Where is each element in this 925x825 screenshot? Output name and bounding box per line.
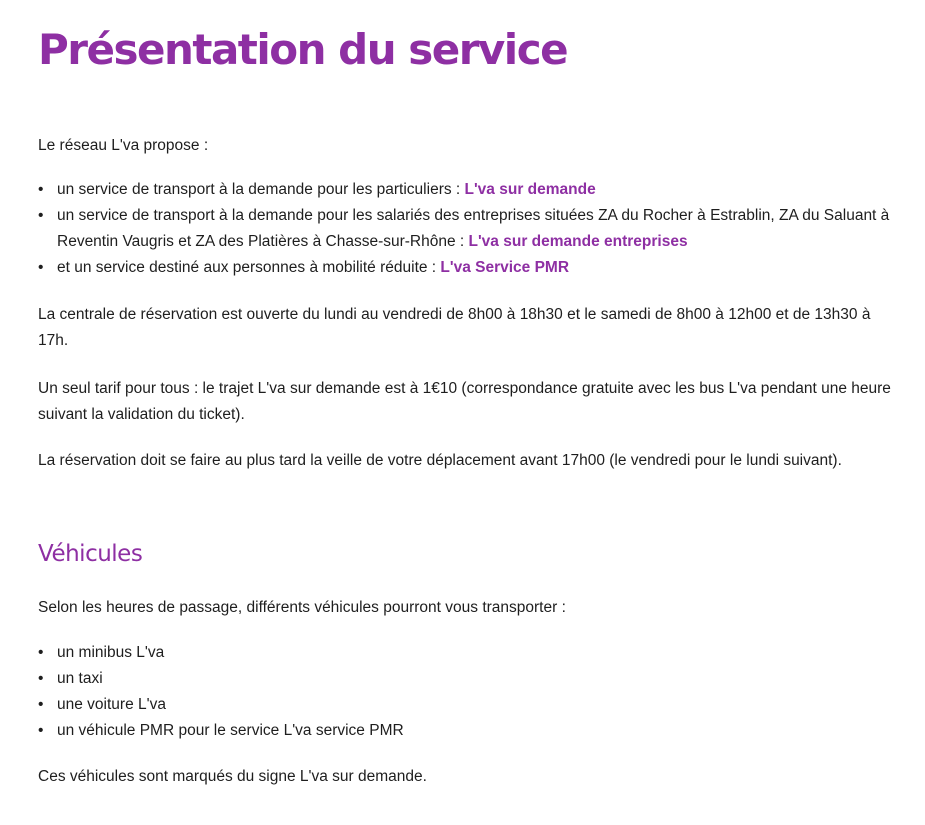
list-item: [38, 640, 898, 666]
vehicle-text: un taxi: [57, 670, 103, 687]
bullet-icon: •: [38, 181, 44, 198]
reservation-text: La réservation doit se faire au plus tard la veille de votre déplacement avant 17h00 (le vendredi pour le lundi suivant).: [38, 452, 842, 469]
bullet-icon: •: [38, 670, 44, 687]
list-item: [38, 666, 898, 692]
service-name-highlight: L'va sur demande entreprises: [468, 233, 688, 250]
service-name-highlight: L'va sur demande: [464, 181, 596, 198]
service-text: un service de transport à la demande pour les salariés des entreprises situées ZA du Rocher à Estrablin, ZA du Saluant à Reventin Vaugris et ZA des Platières à Chasse-sur-Rhône :: [57, 207, 890, 250]
service-name-highlight: L'va Service PMR: [440, 259, 570, 276]
vehicles-heading: Véhicules: [38, 541, 143, 567]
list-item: [38, 718, 898, 744]
service-text: un service de transport à la demande pour les particuliers :: [57, 181, 465, 198]
vehicle-text: un véhicule PMR pour le service L'va service PMR: [57, 722, 404, 739]
service-text: et un service destiné aux personnes à mobilité réduite :: [57, 259, 441, 276]
vehicle-text: un minibus L'va: [57, 644, 165, 661]
bullet-icon: •: [38, 722, 44, 739]
bullet-icon: •: [38, 207, 44, 224]
page-title: Présentation du service: [38, 25, 568, 74]
services-list: [38, 177, 898, 281]
list-item: [38, 255, 898, 281]
tarif-text: Un seul tarif pour tous : le trajet L'va sur demande est à 1€10 (correspondance gratuite avec les bus L'va pendant une heure suivant la validation du ticket).: [38, 380, 891, 423]
vehicles-intro-text: Selon les heures de passage, différents véhicules pourront vous transporter :: [38, 599, 566, 616]
list-item: [38, 203, 898, 255]
bullet-icon: •: [38, 696, 44, 713]
list-item: [38, 692, 898, 718]
vehicles-list: [38, 640, 898, 744]
bullet-icon: •: [38, 259, 44, 276]
bullet-icon: •: [38, 644, 44, 661]
vehicles-note-text: Ces véhicules sont marqués du signe L'va sur demande.: [38, 768, 427, 785]
list-item: [38, 177, 898, 203]
intro-text: Le réseau L'va propose :: [38, 137, 209, 154]
hours-text: La centrale de réservation est ouverte du lundi au vendredi de 8h00 à 18h30 et le samedi de 8h00 à 12h00 et de 13h30 à 17h.: [38, 306, 871, 349]
vehicle-text: une voiture L'va: [57, 696, 166, 713]
